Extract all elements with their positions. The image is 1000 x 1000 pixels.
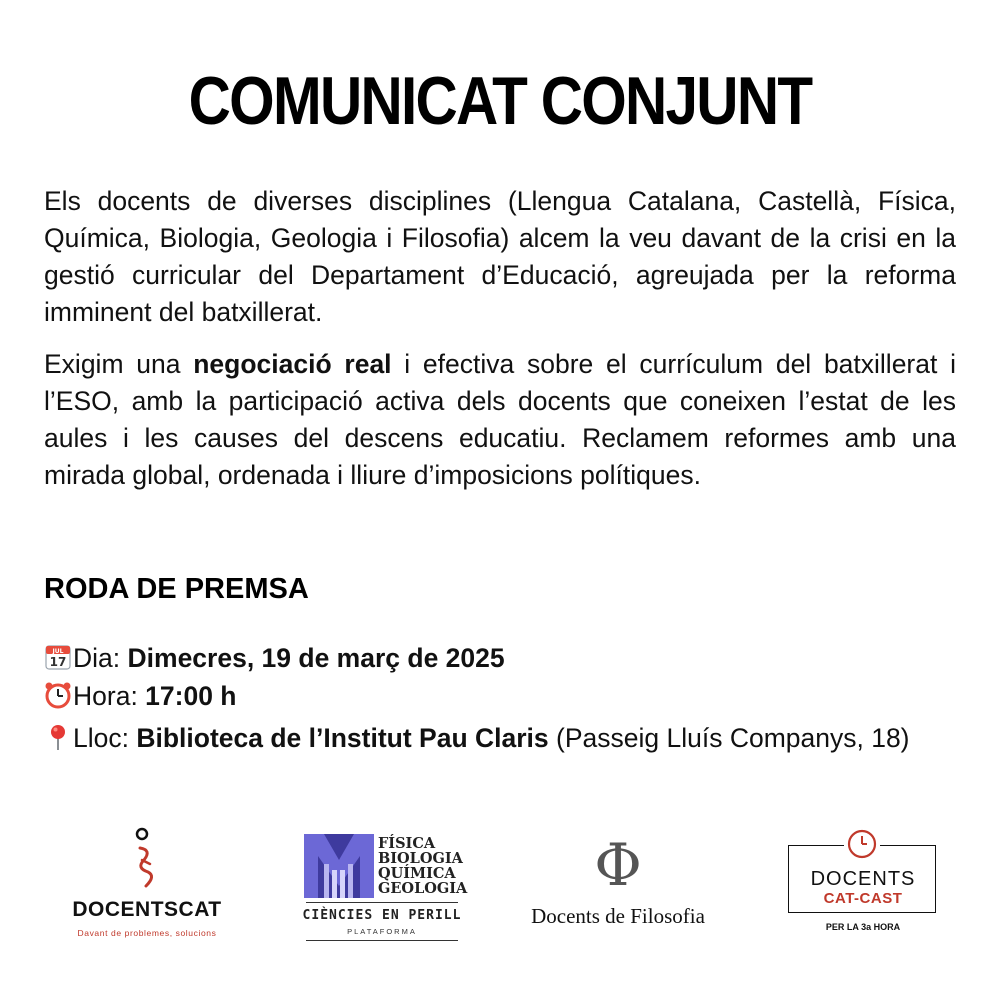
demand-text-start: Exigim una <box>44 349 194 379</box>
phi-icon: Φ <box>594 831 642 899</box>
docentscat-emblem-icon <box>130 826 164 894</box>
time-label: Hora: <box>73 681 146 711</box>
docentscat-logo <box>62 826 232 944</box>
place-row <box>44 721 910 755</box>
demand-emphasis: negociació real <box>193 349 392 379</box>
intro-paragraph: Els docents de diverses disciplines (Llengua Catalana, Castellà, Física, Química, Biologia, Geologia i Filosofia) alcem la veu davant de la crisi en la gestió curricular del Departament d’Educació, agreujada per la reforma imminent del batxillerat. <box>44 186 956 327</box>
alarm-clock-icon <box>44 681 72 709</box>
catcast-line1: DOCENTS <box>810 868 916 890</box>
subject-biologia: BIOLOGIA <box>378 850 463 867</box>
calendar-icon <box>44 643 72 671</box>
catcast-line3: PER LA 3a HORA <box>825 922 901 932</box>
ciencies-sub: PLATAFORMA <box>347 927 417 936</box>
catcast-line2: CAT-CAST <box>823 890 903 907</box>
demand-paragraph <box>44 346 956 494</box>
calendar-month: JUL <box>52 648 64 655</box>
ciencies-subjects <box>378 836 467 896</box>
date-value: Dimecres, 19 de març de 2025 <box>127 643 505 673</box>
docents-filosofia-logo <box>518 832 718 932</box>
page-title: COMUNICAT CONJUNT <box>188 63 812 139</box>
subject-geologia: GEOLOGIA <box>378 880 468 897</box>
place-value: Biblioteca de l’Institut Pau Claris <box>136 723 549 753</box>
ciencies-emblem-icon <box>304 834 374 898</box>
docentscat-name: DOCENTSCAT <box>72 898 222 921</box>
subject-quimica: QUÍMICA <box>378 865 456 882</box>
docents-cat-cast-logo <box>788 826 938 938</box>
ciencies-en-perill-logo <box>300 832 470 942</box>
time-value: 17:00 h <box>145 681 237 711</box>
calendar-day: 17 <box>49 655 67 669</box>
date-label: Dia: <box>73 643 128 673</box>
demand-text-end: i efectiva sobre el currículum del batxillerat i l’ESO, amb la participació activa dels docents que coneixen l’estat de les aules i les causes del descens educatiu. Reclamem reformes amb una mirada global, ordenada i lliure d’imposicions polítiques. <box>44 349 956 490</box>
pin-icon <box>44 723 72 751</box>
press-conference-heading: RODA DE PREMSA <box>44 573 309 605</box>
date-row <box>44 641 505 675</box>
place-address: (Passeig Lluís Companys, 18) <box>548 723 910 753</box>
ciencies-divider <box>306 902 458 903</box>
subject-fisica: FÍSICA <box>378 835 436 852</box>
clock-icon <box>846 826 878 860</box>
place-label: Lloc: <box>73 723 137 753</box>
filosofia-name: Docents de Filosofia <box>531 904 705 928</box>
ciencies-name: CIÈNCIES EN PERILL <box>302 908 462 923</box>
docentscat-tagline: Davant de problemes, solucions <box>77 928 217 938</box>
time-row <box>44 679 237 713</box>
ciencies-bottom-divider <box>306 940 458 941</box>
